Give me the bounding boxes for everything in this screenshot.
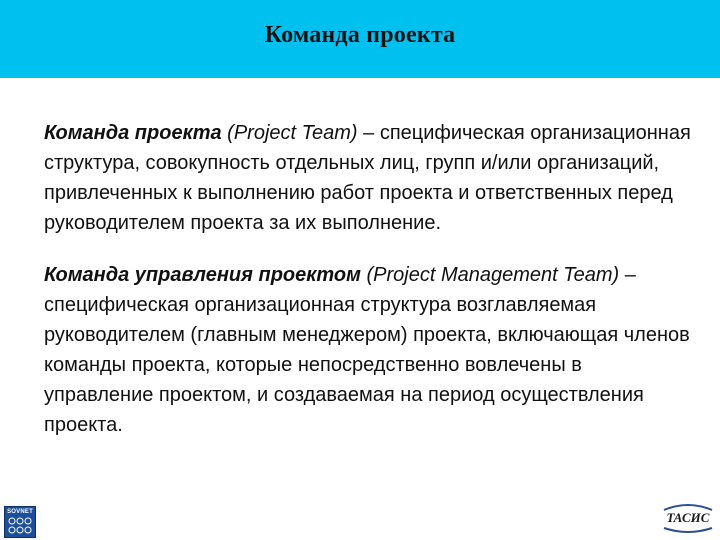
sovnet-logo-text: SOVNET: [7, 509, 33, 515]
definition-paragraph: [44, 260, 694, 440]
definition-paragraph: [44, 118, 694, 238]
tacis-logo-text: ТАСИС: [666, 510, 710, 525]
definition-term: Команда проекта: [44, 122, 222, 144]
sovnet-logo: [4, 506, 36, 538]
english-term: (Project Management Team): [366, 264, 620, 286]
definition-text: – специфическая организационная структура, совокупность отдельных лиц, групп и/или организаций, привлеченных к выполнению работ проекта и ответственных перед руководителем проекта за их выполнение.: [44, 122, 691, 234]
english-term: (Project Team): [227, 122, 358, 144]
title-bar: [0, 0, 720, 78]
definition-term: Команда управления проектом: [44, 264, 361, 286]
tacis-logo: [660, 502, 716, 534]
network-pattern-icon: [8, 517, 32, 535]
slide-body: [44, 118, 694, 462]
definition-text: – специфическая организационная структура возглавляемая руководителем (главным менеджером) проекта, включающая членов команды проекта, которые непосредственно вовлечены в управление проектом, и создаваемая на период осуществления проекта.: [44, 264, 690, 436]
slide-title: Команда проекта: [264, 22, 456, 48]
